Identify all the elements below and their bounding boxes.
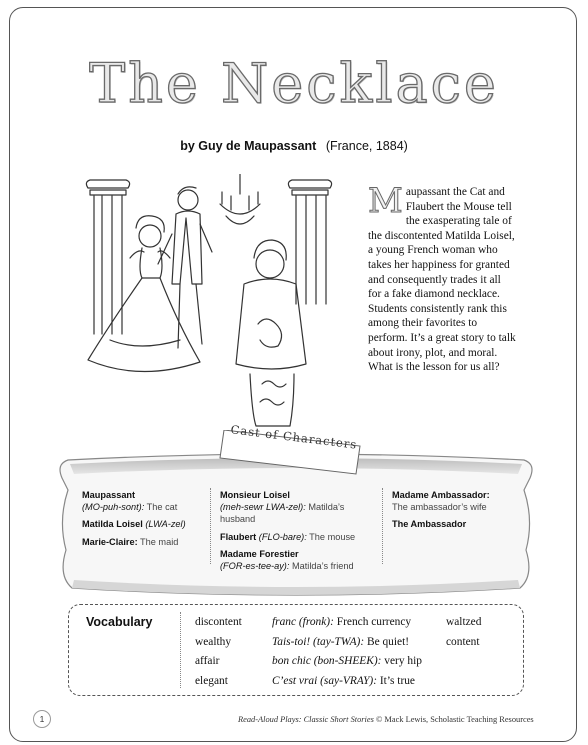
vocabulary-word: content [446,635,480,648]
intro-dropcap: M [368,181,403,221]
term-phrase: franc (fronk): [272,616,334,628]
vocabulary-title: Vocabulary [86,615,153,629]
vocabulary-word: wealthy [195,635,232,648]
cast-entry [220,548,380,572]
term-phrase: bon chic (bon-SHEEK): [272,655,382,667]
byline [0,139,588,153]
vocabulary-word: affair [195,655,220,667]
cast-entry [82,536,212,548]
character-pronunciation: (FOR-es-tee-ay): [220,561,290,572]
cast-column-2 [220,489,380,577]
character-name: Madame Ambassador: [392,490,490,500]
page-title: The Necklace [89,52,499,115]
character-pronunciation: (MO-puh-sont): [82,502,145,513]
term-definition: Be quiet! [364,635,410,648]
vocabulary-column-1 [195,613,242,691]
character-name: Marie-Claire: [82,536,138,547]
vocabulary-divider [180,612,181,688]
vocabulary-word: discontent [195,616,242,628]
cast-column-1 [82,489,212,553]
vocabulary-word: waltzed [446,616,482,628]
character-pronunciation: (meh-sewr LWA-zel): [220,502,306,513]
author: by Guy de Maupassant [180,139,317,153]
cast-entry [82,489,212,513]
cast-divider [210,488,211,564]
vocabulary-term [272,652,422,672]
vocabulary-column-3 [446,613,481,652]
character-name: Maupassant [82,490,136,500]
origin: (France, 1884) [325,139,408,153]
character-name: The Ambassador [392,519,467,530]
cast-entry [220,531,380,543]
character-pronunciation: (FLO-bare): [256,531,307,542]
copyright: © Mack Lewis, Scholastic Teaching Resources [373,715,534,724]
cast-entry [392,489,522,513]
vocabulary-column-2 [272,613,422,691]
vocabulary-word: elegant [195,674,228,687]
character-role: The mouse [306,531,356,542]
term-definition: very hip [381,655,422,667]
story-illustration [80,174,352,428]
cast-divider [382,488,383,564]
cast-of-characters-label: Cast of Characters [229,422,359,452]
cast-entry [392,518,522,530]
term-phrase: Tais-toi! (tay-TWA): [272,635,365,648]
term-definition: It’s true [377,674,415,687]
character-name: Matilda Loisel [82,519,143,530]
book-title: Read-Aloud Plays: Classic Short Stories [238,715,374,724]
character-role: The ambassador’s wife [392,502,487,513]
vocabulary-term [272,672,422,692]
character-name: Madame Forestier [220,548,299,559]
character-role: Matilda’s friend [289,561,354,572]
story-intro [368,181,516,375]
cast-entry [220,489,380,526]
character-name: Flaubert [220,531,257,542]
term-phrase: C’est vrai (say-VRAY): [272,674,378,687]
intro-text: aupassant the Cat and Flaubert the Mouse tell the exasperating tale of the discontented Matilda Loisel, a young French woman who takes her happiness for granted and consequently trades it all for a fake diamond necklace. Students consistently rank this among their favorites to perform. It’s a great story to talk about irony, plot, and moral. What is the lesson for us all? [368,186,516,374]
vocabulary-term [272,613,422,633]
character-role: The cat [144,502,178,513]
character-name: Monsieur Loisel [220,490,290,500]
character-role: The maid [137,536,179,547]
character-role: Matilda’s husband [220,502,345,525]
vocabulary-term [272,633,422,653]
cast-column-3 [392,489,522,536]
character-pronunciation: (LWA-zel) [142,519,186,530]
term-definition: French currency [333,616,412,628]
page-number: 1 [33,710,51,728]
footer-credit [238,715,550,724]
cast-entry [82,518,212,530]
